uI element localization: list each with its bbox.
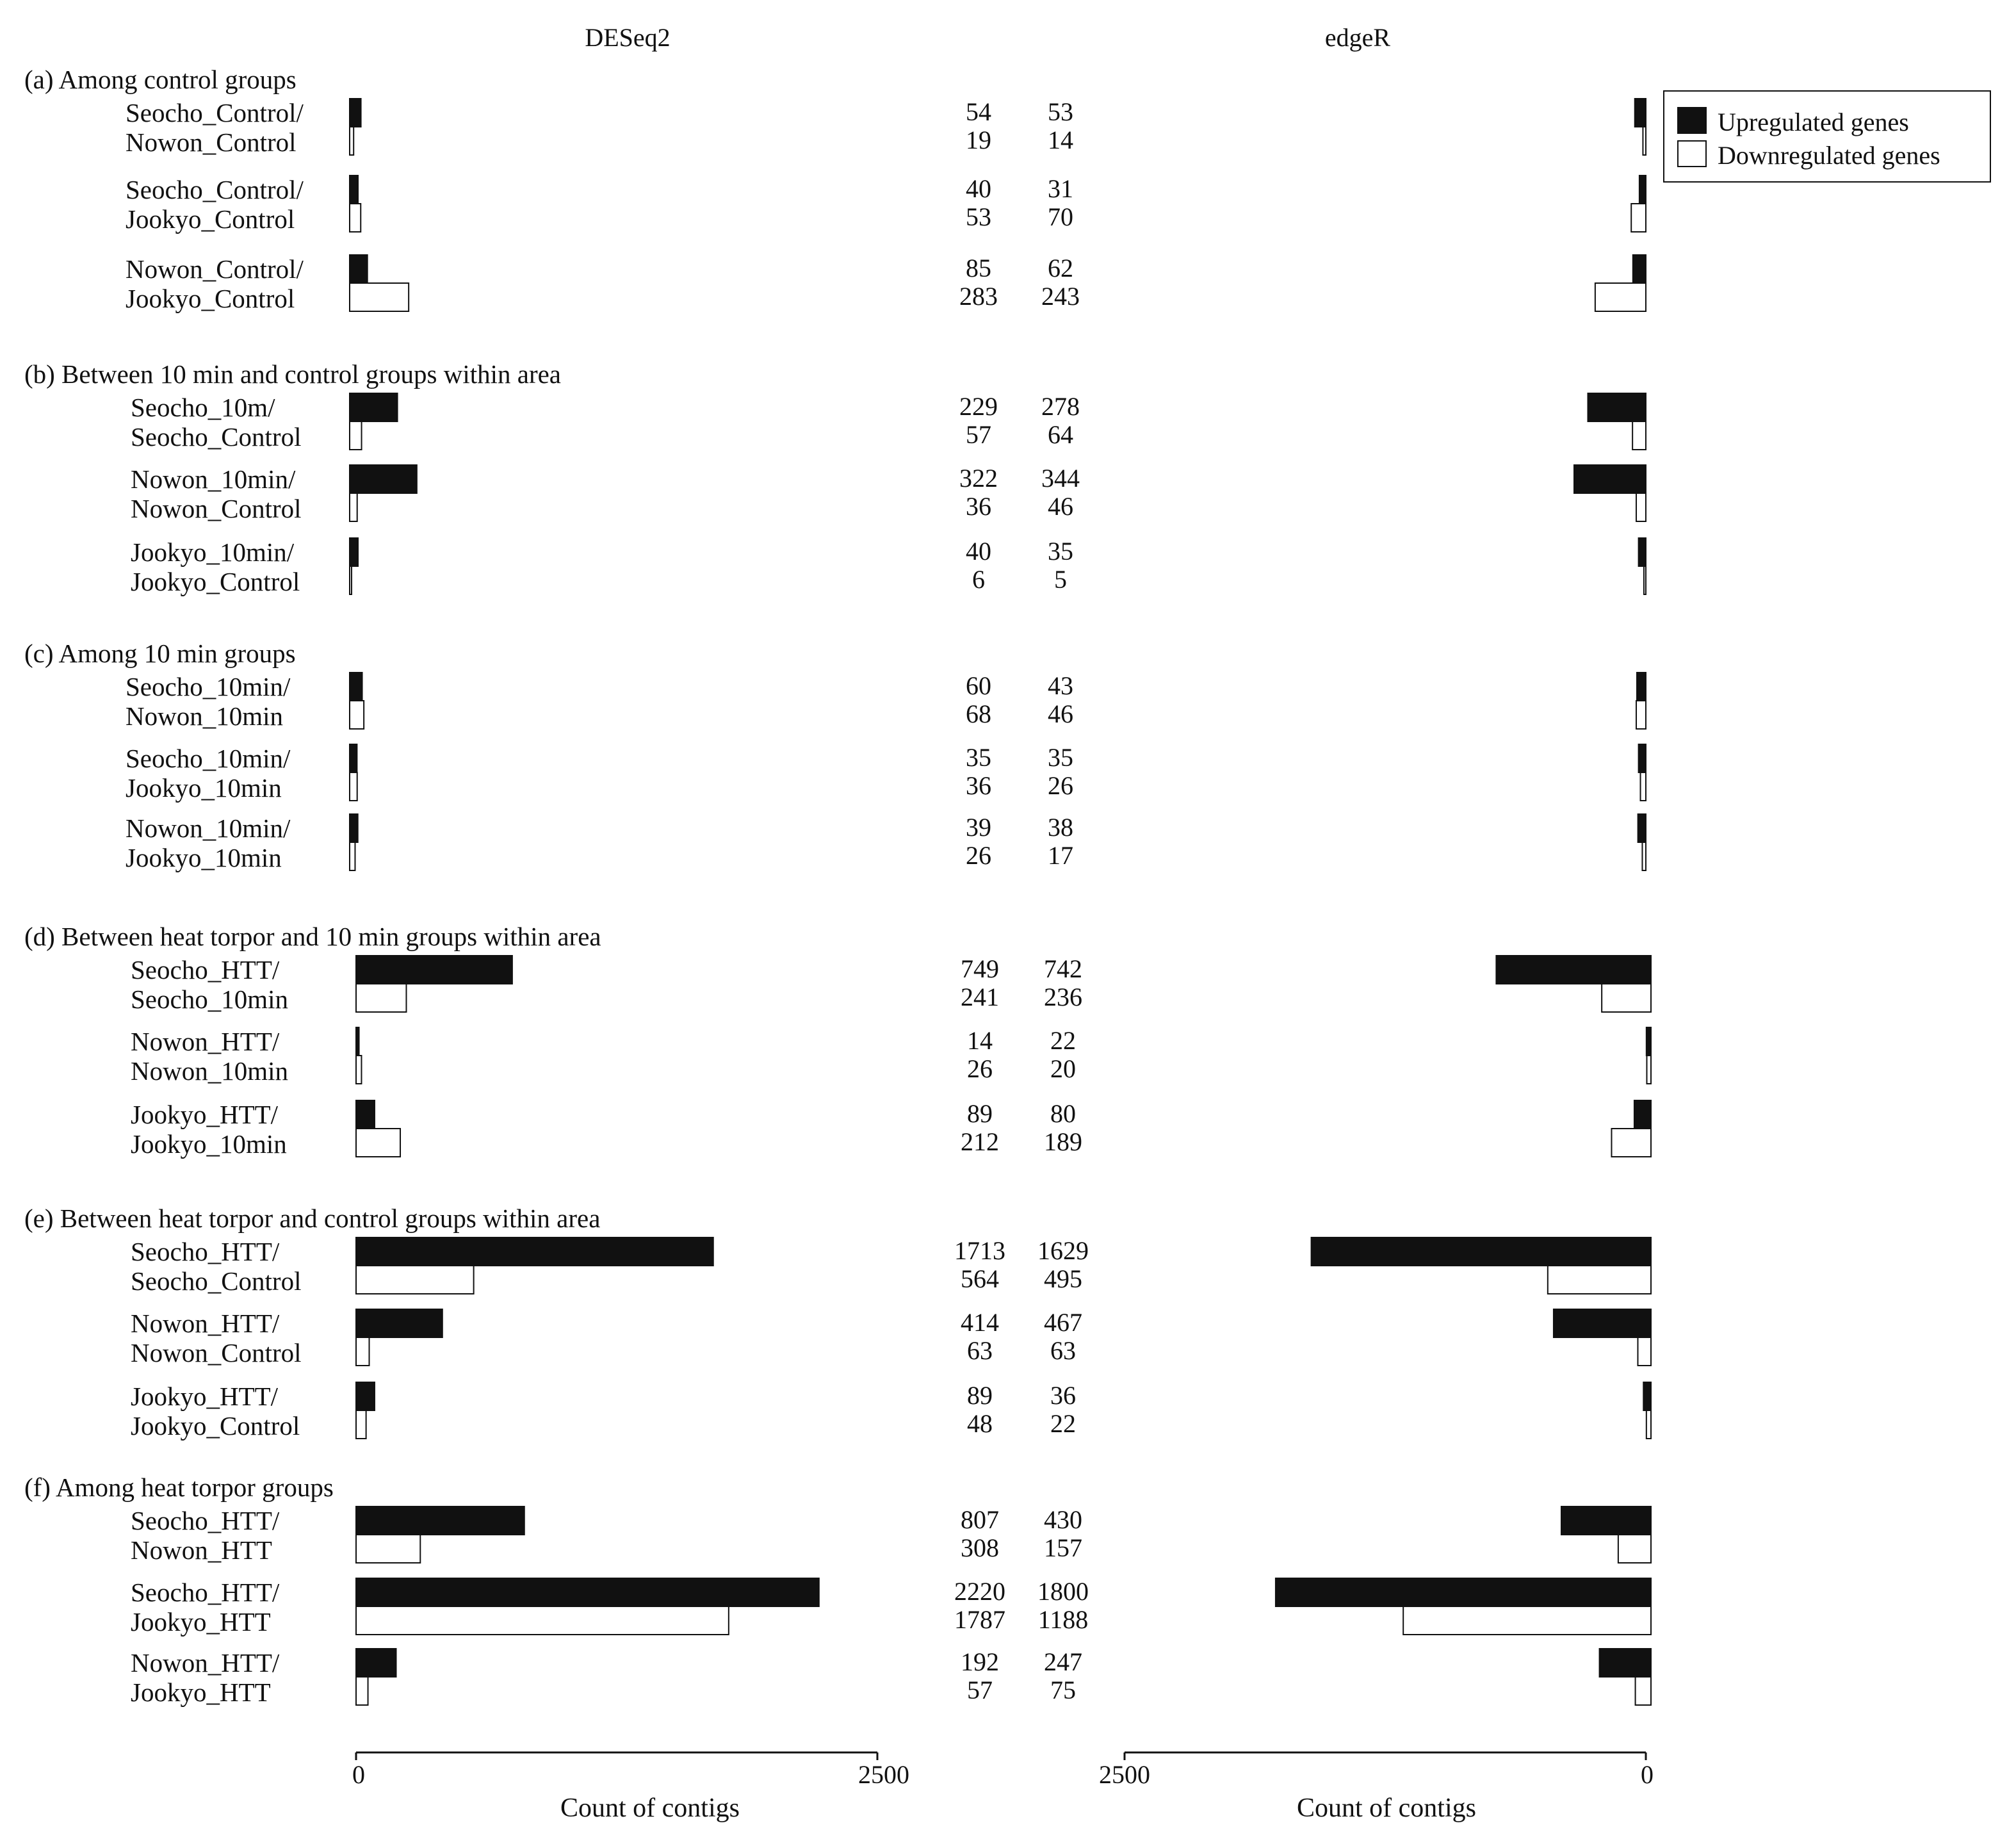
section-title-3: (d) Between heat torpor and 10 min groups within area	[24, 922, 601, 951]
edger-value-down: 64	[1048, 420, 1073, 449]
edger-bar-down	[1548, 1266, 1651, 1294]
deseq2-bar-up	[356, 1027, 359, 1056]
comparison-label-top: Seocho_Control/	[126, 98, 304, 127]
edger-bar-down	[1642, 842, 1646, 870]
deseq2-value-up: 40	[966, 174, 991, 203]
deseq2-bar-down	[356, 1410, 366, 1439]
edger-bar-up	[1312, 1237, 1651, 1266]
deseq2-value-up: 85	[966, 254, 991, 282]
edger-bar-up	[1561, 1506, 1651, 1535]
edger-value-down: 22	[1050, 1409, 1076, 1438]
edger-bar-up	[1639, 176, 1646, 204]
deseq2-value-up: 54	[966, 97, 991, 126]
edger-bar-down	[1641, 772, 1646, 801]
deseq2-value-down: 212	[961, 1127, 999, 1156]
edger-value-down: 75	[1050, 1676, 1076, 1704]
edger-bar-up	[1276, 1578, 1651, 1606]
deseq2-value-up: 14	[967, 1026, 993, 1055]
deseq2-value-down: 48	[967, 1409, 993, 1438]
edger-bar-down	[1644, 566, 1646, 594]
edger-bar-up	[1496, 956, 1651, 984]
comparison-label-top: Seocho_HTT/	[131, 1237, 280, 1266]
deseq2-bar-up	[356, 1506, 524, 1535]
legend-swatch-down	[1678, 141, 1706, 167]
edger-value-up: 1629	[1037, 1236, 1089, 1265]
edger-value-down: 63	[1050, 1336, 1076, 1365]
deseq2-bar-down	[350, 772, 357, 801]
deseq2-bar-up	[350, 538, 358, 566]
edger-value-up: 344	[1041, 464, 1080, 493]
comparison-label-bottom: Nowon_HTT	[131, 1535, 272, 1565]
edger-bar-down	[1636, 701, 1646, 729]
edger-bar-up	[1588, 393, 1646, 421]
deseq2-bar-down	[356, 984, 406, 1012]
comparison-label-bottom: Seocho_Control	[131, 422, 302, 452]
edger-bar-down	[1602, 984, 1651, 1012]
panel-title-deseq2: DESeq2	[585, 23, 671, 52]
x-tick-label-edger-0: 2500	[1099, 1760, 1150, 1789]
edger-bar-up	[1633, 255, 1646, 283]
edger-value-up: 62	[1048, 254, 1073, 282]
edger-bar-down	[1636, 1677, 1651, 1705]
edger-value-down: 189	[1044, 1127, 1082, 1156]
edger-value-down: 20	[1050, 1054, 1076, 1083]
edger-bar-up	[1639, 744, 1646, 772]
deseq2-bar-up	[350, 673, 362, 701]
edger-value-up: 80	[1050, 1099, 1076, 1128]
edger-value-down: 17	[1048, 841, 1073, 870]
x-tick-label-deseq2-0: 0	[352, 1760, 365, 1789]
edger-bar-down	[1631, 204, 1646, 232]
legend-label-up: Upregulated genes	[1718, 108, 1909, 136]
comparison-label-top: Nowon_HTT/	[131, 1309, 280, 1338]
deseq2-bar-up	[350, 255, 368, 283]
edger-value-up: 31	[1048, 174, 1073, 203]
deseq2-bar-down	[356, 1337, 370, 1366]
edger-value-up: 430	[1044, 1505, 1082, 1534]
deseq2-value-up: 39	[966, 813, 991, 842]
deseq2-value-down: 68	[966, 699, 991, 728]
comparison-label-top: Nowon_10min/	[131, 464, 296, 494]
deseq2-bar-down	[350, 842, 355, 870]
comparison-label-bottom: Seocho_Control	[131, 1266, 302, 1296]
edger-bar-up	[1639, 538, 1646, 566]
deseq2-bar-down	[356, 1606, 729, 1635]
deseq2-bar-down	[350, 204, 361, 232]
comparison-label-top: Nowon_HTT/	[131, 1648, 280, 1678]
edger-value-up: 35	[1048, 743, 1073, 772]
deseq2-bar-down	[356, 1677, 368, 1705]
deseq2-value-down: 19	[966, 126, 991, 154]
edger-bar-down	[1646, 1056, 1651, 1084]
edger-value-down: 157	[1044, 1533, 1082, 1562]
deseq2-bar-down	[350, 421, 362, 450]
edger-bar-down	[1643, 127, 1646, 155]
deseq2-value-down: 26	[966, 841, 991, 870]
comparison-label-bottom: Jookyo_Control	[126, 284, 295, 313]
deseq2-bar-up	[350, 393, 398, 421]
deseq2-bar-down	[350, 566, 352, 594]
deseq2-value-down: 308	[961, 1533, 999, 1562]
comparison-label-top: Nowon_Control/	[126, 254, 304, 284]
edger-value-down: 46	[1048, 699, 1073, 728]
edger-bar-up	[1646, 1027, 1651, 1056]
edger-value-up: 36	[1050, 1381, 1076, 1410]
x-tick-label-deseq2-1: 2500	[858, 1760, 909, 1789]
deseq2-bar-up	[350, 744, 357, 772]
deseq2-bar-down	[350, 493, 357, 521]
deseq2-value-up: 60	[966, 671, 991, 700]
deseq2-bar-down	[356, 1129, 400, 1157]
comparison-label-top: Nowon_10min/	[126, 813, 291, 843]
deseq2-value-up: 89	[967, 1099, 993, 1128]
comparison-label-top: Seocho_HTT/	[131, 955, 280, 984]
comparison-label-bottom: Jookyo_10min	[131, 1129, 287, 1159]
x-axis-edger	[1099, 1752, 1654, 1823]
edger-bar-up	[1634, 1100, 1651, 1129]
legend-swatch-up	[1678, 108, 1706, 133]
comparison-label-bottom: Jookyo_10min	[126, 843, 282, 872]
edger-value-down: 236	[1044, 983, 1082, 1011]
deseq2-bar-down	[356, 1535, 420, 1563]
comparison-label-top: Seocho_10min/	[126, 744, 291, 773]
deseq2-bar-up	[356, 1100, 375, 1129]
comparison-label-bottom: Jookyo_Control	[131, 567, 300, 596]
edger-bar-up	[1643, 1382, 1651, 1410]
edger-value-up: 22	[1050, 1026, 1076, 1055]
edger-value-down: 26	[1048, 771, 1073, 800]
deseq2-value-up: 89	[967, 1381, 993, 1410]
x-axis-deseq2	[352, 1752, 909, 1823]
deseq2-bar-up	[356, 1649, 396, 1677]
comparison-label-bottom: Seocho_10min	[131, 984, 288, 1014]
comparison-label-top: Seocho_HTT/	[131, 1506, 280, 1535]
edger-bar-down	[1618, 1535, 1651, 1563]
deseq2-value-up: 807	[961, 1505, 999, 1534]
edger-bar-down	[1595, 283, 1646, 311]
deseq2-value-up: 414	[961, 1308, 999, 1337]
edger-value-up: 1800	[1037, 1577, 1089, 1606]
edger-bar-up	[1635, 99, 1646, 127]
edger-bar-down	[1646, 1410, 1651, 1439]
comparison-label-top: Jookyo_HTT/	[131, 1382, 279, 1411]
comparison-label-bottom: Jookyo_Control	[131, 1411, 300, 1441]
deseq2-value-up: 229	[959, 392, 998, 421]
comparison-label-bottom: Jookyo_HTT	[131, 1607, 271, 1637]
deseq2-value-down: 57	[966, 420, 991, 449]
comparison-label-bottom: Nowon_Control	[126, 127, 297, 157]
deseq2-bar-up	[356, 956, 512, 984]
deseq2-bar-down	[356, 1056, 361, 1084]
deseq2-value-up: 35	[966, 743, 991, 772]
deseq2-value-down: 63	[967, 1336, 993, 1365]
comparison-label-top: Seocho_10m/	[131, 393, 275, 422]
comparison-label-bottom: Nowon_10min	[126, 701, 283, 731]
comparison-label-top: Nowon_HTT/	[131, 1027, 280, 1056]
deseq2-bar-down	[356, 1266, 474, 1294]
edger-value-down: 46	[1048, 492, 1073, 521]
edger-bar-down	[1632, 421, 1646, 450]
comparison-label-bottom: Nowon_10min	[131, 1056, 288, 1086]
edger-bar-down	[1403, 1606, 1651, 1635]
edger-value-down: 14	[1048, 126, 1073, 154]
deseq2-value-down: 6	[972, 565, 985, 594]
deseq2-value-up: 322	[959, 464, 998, 493]
edger-value-up: 35	[1048, 537, 1073, 566]
edger-value-up: 38	[1048, 813, 1073, 842]
deseq2-value-down: 53	[966, 202, 991, 231]
edger-value-down: 495	[1044, 1264, 1082, 1293]
deseq2-bar-down	[350, 283, 409, 311]
edger-value-up: 742	[1044, 954, 1082, 983]
deseq2-value-down: 36	[966, 492, 991, 521]
section-title-4: (e) Between heat torpor and control groups within area	[24, 1204, 601, 1233]
comparison-label-bottom: Nowon_Control	[131, 1338, 302, 1368]
edger-bar-up	[1638, 814, 1646, 842]
edger-bar-down	[1636, 493, 1646, 521]
x-axis-label-edger: Count of contigs	[1297, 1793, 1476, 1823]
edger-bar-up	[1600, 1649, 1651, 1677]
comparison-label-top: Jookyo_HTT/	[131, 1100, 279, 1129]
comparison-label-bottom: Jookyo_Control	[126, 204, 295, 234]
section-title-5: (f) Among heat torpor groups	[24, 1473, 334, 1502]
edger-value-down: 243	[1041, 282, 1080, 311]
comparison-label-top: Seocho_10min/	[126, 672, 291, 701]
deseq2-bar-down	[350, 701, 364, 729]
deseq2-bar-down	[350, 127, 354, 155]
deseq2-value-down: 26	[967, 1054, 993, 1083]
panel-title-edger: edgeR	[1324, 23, 1391, 52]
comparison-label-bottom: Jookyo_10min	[126, 773, 282, 803]
edger-bar-down	[1638, 1337, 1651, 1366]
plot-area	[24, 65, 1651, 1707]
deseq2-value-down: 1787	[954, 1605, 1005, 1634]
edger-value-up: 247	[1044, 1647, 1082, 1676]
edger-value-down: 5	[1054, 565, 1067, 594]
edger-bar-down	[1611, 1129, 1651, 1157]
comparison-label-top: Jookyo_10min/	[131, 537, 295, 567]
comparison-label-top: Seocho_Control/	[126, 175, 304, 204]
legend-label-down: Downregulated genes	[1718, 141, 1940, 170]
section-title-2: (c) Among 10 min groups	[24, 639, 296, 668]
deseq2-bar-up	[356, 1237, 713, 1266]
edger-value-up: 53	[1048, 97, 1073, 126]
deseq2-bar-up	[350, 814, 358, 842]
deseq2-value-up: 749	[961, 954, 999, 983]
deseq2-value-down: 283	[959, 282, 998, 311]
edger-value-down: 70	[1048, 202, 1073, 231]
legend	[1664, 91, 1990, 182]
edger-value-up: 278	[1041, 392, 1080, 421]
edger-value-down: 1188	[1037, 1605, 1089, 1634]
comparison-label-top: Seocho_HTT/	[131, 1578, 280, 1607]
edger-bar-up	[1637, 673, 1646, 701]
edger-value-up: 467	[1044, 1308, 1082, 1337]
section-title-1: (b) Between 10 min and control groups within area	[24, 359, 561, 389]
comparison-label-bottom: Jookyo_HTT	[131, 1678, 271, 1707]
deseq2-value-up: 40	[966, 537, 991, 566]
deseq2-bar-up	[356, 1382, 375, 1410]
deseq2-value-down: 564	[961, 1264, 999, 1293]
deseq2-value-down: 57	[967, 1676, 993, 1704]
deseq2-value-up: 1713	[954, 1236, 1005, 1265]
deseq2-value-up: 2220	[954, 1577, 1005, 1606]
x-axis-label-deseq2: Count of contigs	[560, 1793, 740, 1823]
comparison-label-bottom: Nowon_Control	[131, 494, 302, 523]
edger-bar-up	[1574, 465, 1646, 493]
deseq2-bar-up	[350, 99, 361, 127]
section-title-0: (a) Among control groups	[24, 65, 297, 94]
deseq2-value-up: 192	[961, 1647, 999, 1676]
edger-value-up: 43	[1048, 671, 1073, 700]
deseq2-value-down: 241	[961, 983, 999, 1011]
deseq2-value-down: 36	[966, 771, 991, 800]
edger-bar-up	[1554, 1309, 1651, 1337]
deseq2-bar-up	[350, 176, 358, 204]
deseq2-bar-up	[356, 1309, 443, 1337]
deseq2-bar-up	[356, 1578, 819, 1606]
x-tick-label-edger-1: 0	[1641, 1760, 1654, 1789]
deseq2-bar-up	[350, 465, 417, 493]
